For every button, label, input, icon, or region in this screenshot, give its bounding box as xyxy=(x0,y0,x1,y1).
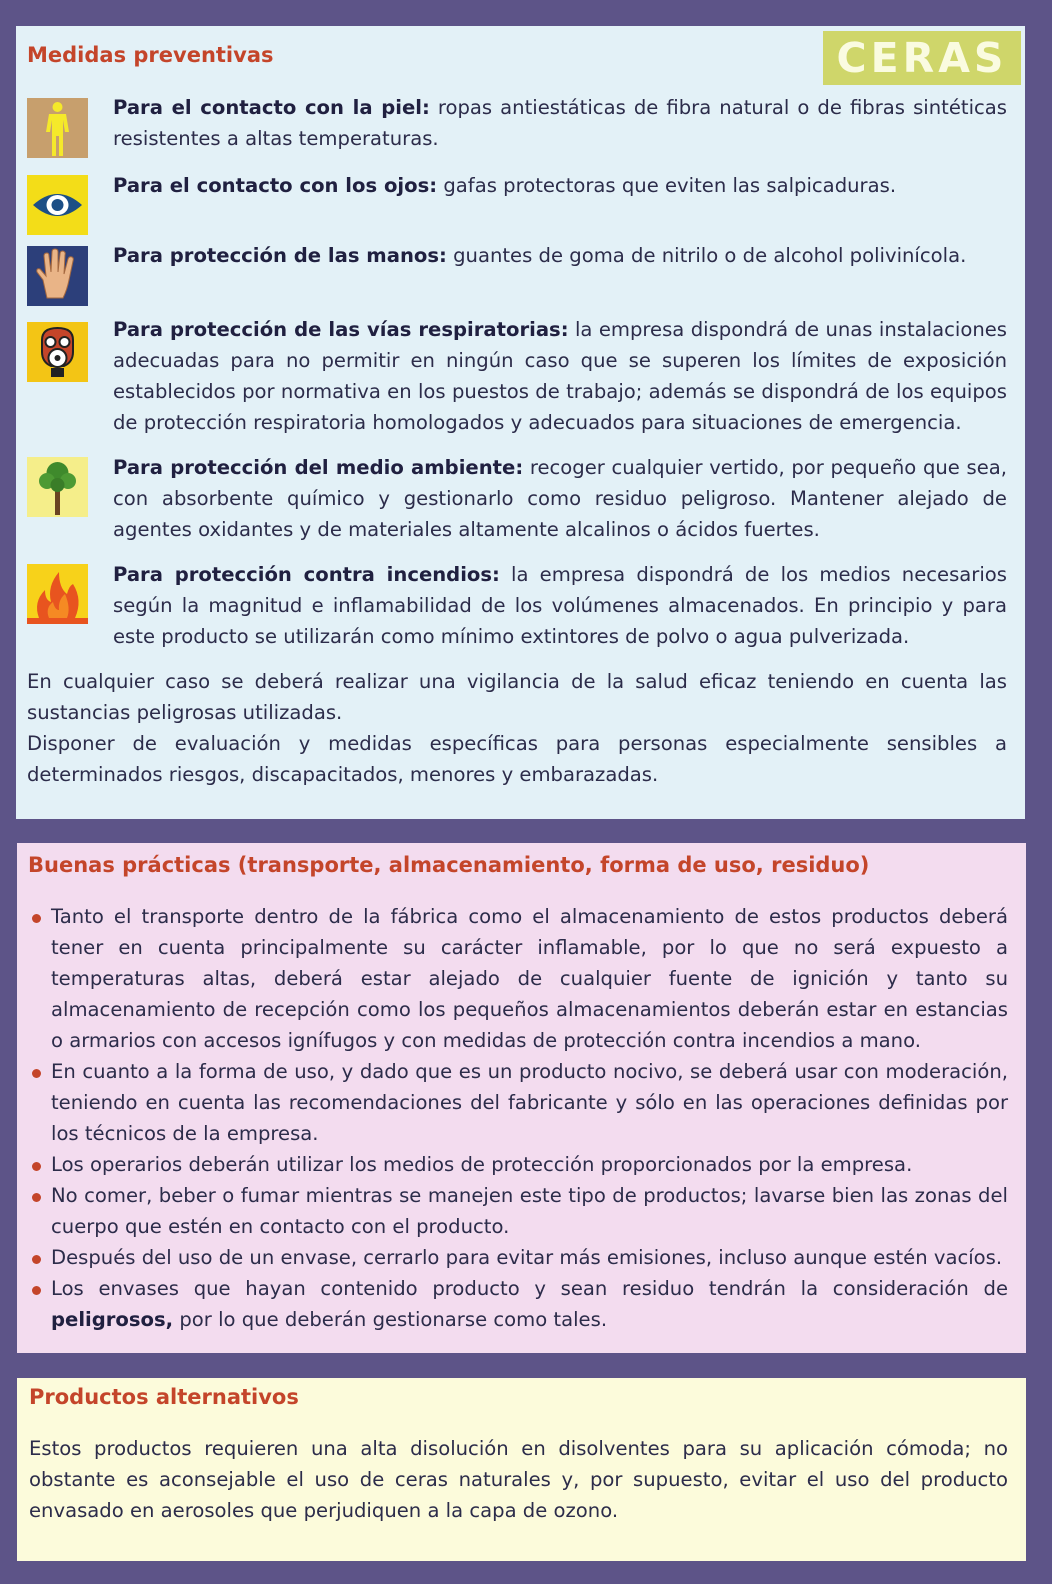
hand-icon xyxy=(27,246,88,306)
list-item: En cuanto a la forma de uso, y dado que es un producto nocivo, se deberá usar con moderación, teniendo en cuenta las recomendaciones del fabricante y sólo en las operaciones definidas por los técnicos de la empresa. xyxy=(28,1056,1008,1149)
skin-contact-title: Para el contacto con la piel: xyxy=(113,96,430,119)
environment-protection-text: recoger cualquier vertido, por pequeño que sea, con absorbente químico y gestionarlo como residuo peligroso. Mantener alejado de agentes oxidantes y de materiales altamente alcalinos o ácidos fuertes. xyxy=(113,456,1008,541)
alternative-products-text: Estos productos requieren una alta disolución en disolventes para su aplicación cómoda; no obstante es aconsejable el uso de ceras naturales y, por supuesto, evitar el uso del producto envasado en aerosoles que perjudiquen a la capa de ozono. xyxy=(29,1437,1008,1522)
preventive-measures-heading: Medidas preventivas xyxy=(27,43,274,67)
list-item xyxy=(28,1273,1008,1335)
eye-contact-title: Para el contacto con los ojos: xyxy=(113,174,438,197)
fire-protection-title: Para protección contra incendios: xyxy=(113,563,500,586)
person-protective-suit-icon xyxy=(27,98,88,158)
list-item: Los operarios deberán utilizar los medios de protección proporcionados por la empresa. xyxy=(28,1149,1008,1180)
alternative-products-heading: Productos alternativos xyxy=(29,1385,299,1409)
list-item: Tanto el transporte dentro de la fábrica como el almacenamiento de estos productos deberá tener en cuenta principalmente su carácter inflamable, por lo que no será expuesto a temperaturas altas, deberá estar alejado de cualquier fuente de ignición y tanto su almacenamiento de recepción como los pequeños almacenamientos deberán estar en estancias o armarios con accesos ignífugos y con medidas de protección contra incendios a mano. xyxy=(28,901,1008,1056)
environment-protection-title: Para protección del medio ambiente: xyxy=(113,456,524,479)
fire-protection-item xyxy=(113,559,1007,652)
fire-protection-text: la empresa dispondrá de los medios necesarios según la magnitud e inflamabilidad de los volúmenes almacenados. En principio y para este producto se utilizarán como mínimo extintores de polvo o agua pulverizada. xyxy=(113,563,1007,648)
eye-contact-text: gafas protectoras que eviten las salpicaduras. xyxy=(437,174,897,197)
product-badge: CERAS xyxy=(823,31,1021,85)
skin-contact-item xyxy=(113,92,1007,154)
health-surveillance-paragraph: En cualquier caso se deberá realizar una vigilancia de la salud eficaz teniendo en cuenta las sustancias peligrosas utilizadas. xyxy=(27,670,1007,724)
last-bullet-text-before: Los envases que hayan contenido producto y sean residuo tendrán la consideración de xyxy=(51,1277,1008,1300)
fire-icon xyxy=(27,564,88,624)
eye-icon xyxy=(27,175,88,235)
hands-protection-text: guantes de goma de nitrilo o de alcohol polivinícola. xyxy=(446,244,967,267)
good-practices-list xyxy=(28,901,1008,1335)
sensitive-persons-paragraph: Disponer de evaluación y medidas específicas para personas especialmente sensibles a determinados riesgos, discapacitados, menores y embarazadas. xyxy=(27,732,1007,786)
respiratory-protection-title: Para protección de las vías respiratorias: xyxy=(113,318,569,341)
respiratory-protection-item xyxy=(113,314,1007,438)
last-bullet-text-after: por lo que deberán gestionarse como tales. xyxy=(173,1308,608,1331)
good-practices-heading: Buenas prácticas (transporte, almacenamiento, forma de uso, residuo) xyxy=(28,853,870,877)
eye-contact-item xyxy=(113,170,1007,201)
gas-mask-icon xyxy=(27,322,88,382)
last-bullet-bold: peligrosos, xyxy=(51,1308,174,1331)
skin-contact-text: ropas antiestáticas de fibra natural o de fibras sintéticas resistentes a altas temperaturas. xyxy=(113,96,1007,150)
respiratory-protection-text: la empresa dispondrá de unas instalaciones adecuadas para no permitir en ningún caso que se superen los límites de exposición establecidos por normativa en los puestos de trabajo; además se dispondrá de los equipos de protección respiratoria homologados y adecuados para situaciones de emergencia. xyxy=(113,318,1007,434)
hands-protection-title: Para protección de las manos: xyxy=(113,244,447,267)
list-item: No comer, beber o fumar mientras se manejen este tipo de productos; lavarse bien las zonas del cuerpo que estén en contacto con el producto. xyxy=(28,1180,1008,1242)
list-item: Después del uso de un envase, cerrarlo para evitar más emisiones, incluso aunque estén vacíos. xyxy=(28,1242,1008,1273)
tree-icon xyxy=(27,457,88,517)
hands-protection-item xyxy=(113,240,1007,271)
environment-protection-item xyxy=(113,452,1007,545)
